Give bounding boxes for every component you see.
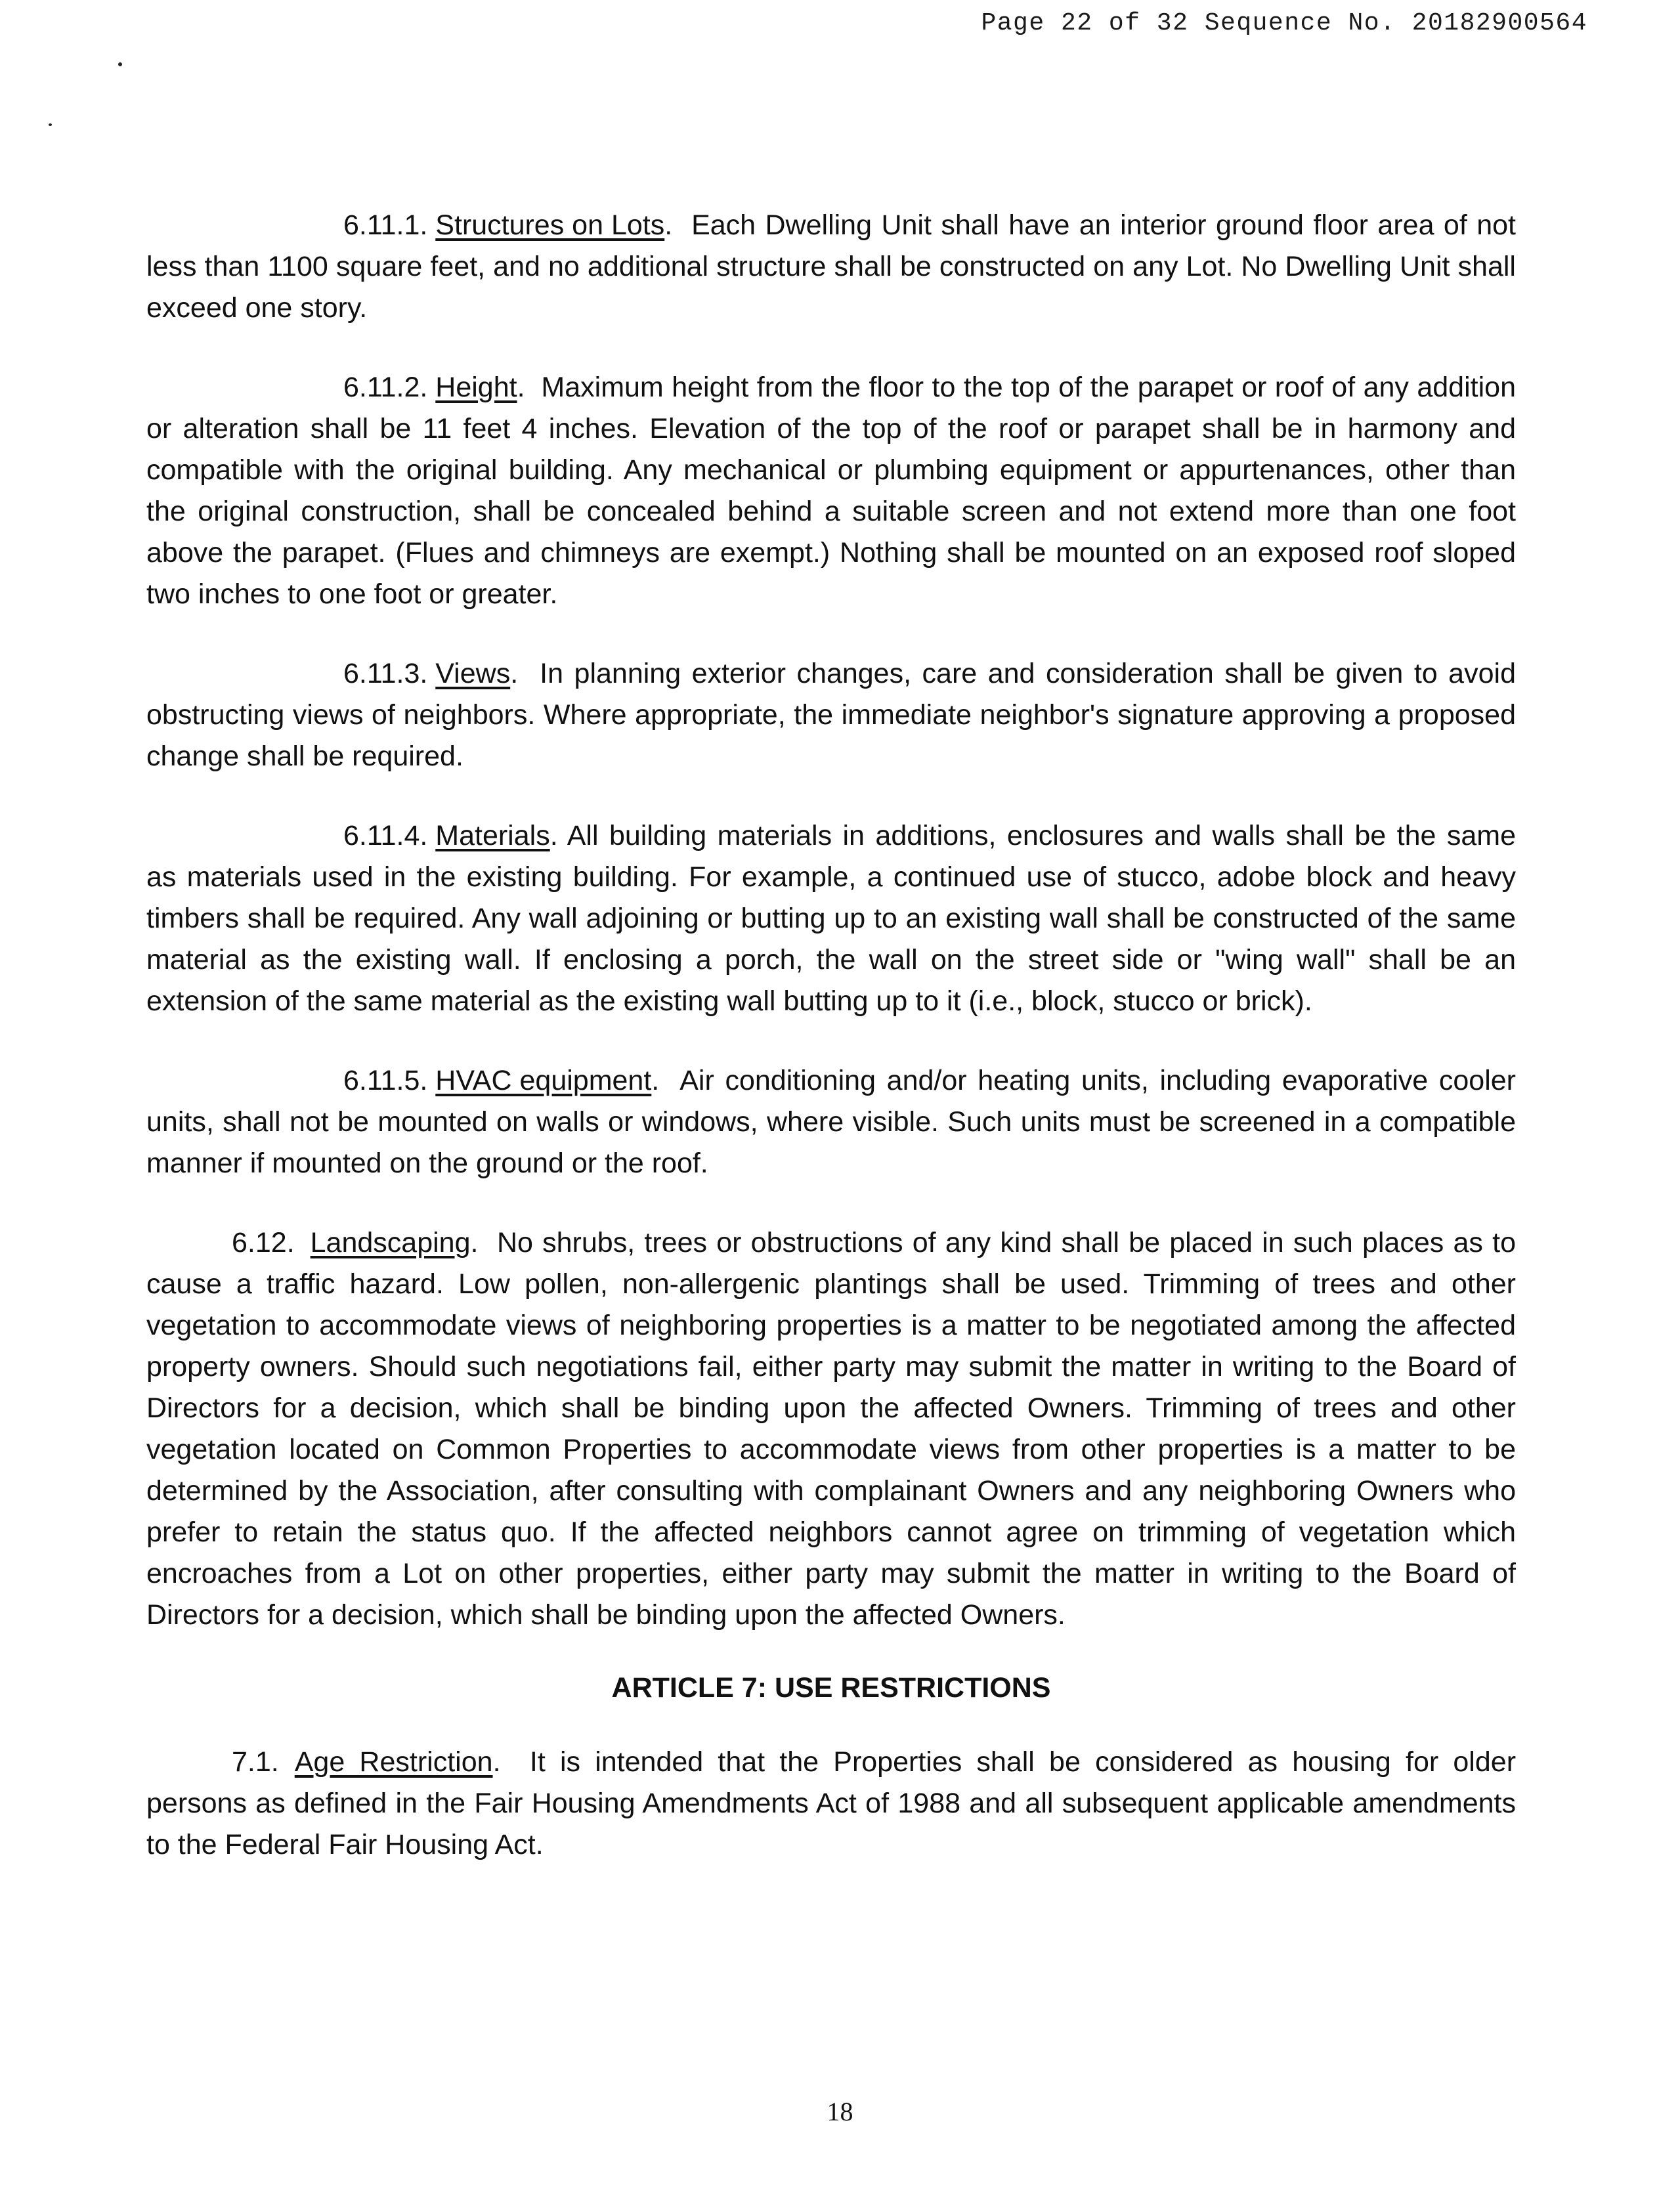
section-body: All building materials in additions, enclosures and walls shall be the same as materials used in the existing building. For example, a continued use of stucco, adobe block and heavy timbers shall be required. Any wall adjoining or butting up to an existing wall shall be constructed of the same material as the existing wall. If enclosing a porch, the wall on the street side or "wing wall" shall be an extension of the same material as the existing wall butting up to it (i.e., block, stucco or brick). bbox=[146, 820, 1516, 1017]
section-6-11-3: 6.11.3. Views. In planning exterior changes, care and consideration shall be given to avoid obstructing views of neighbors. Where appropriate, the immediate neighbor's signature approving a proposed change shall be required. bbox=[146, 658, 1516, 772]
section-6-11-2: 6.11.2. Height. Maximum height from the floor to the top of the parapet or roof of any addition or alteration shall be 11 feet 4 inches. Elevation of the top of the roof or parapet shall be in harmony and compatible with the original building. Any mechanical or plumbing equipment or appurtenances, other than the original construction, shall be concealed behind a suitable screen and not extend more than one foot above the parapet. (Flues and chimneys are exempt.) Nothing shall be mounted on an exposed roof sloped two inches to one foot or greater. bbox=[146, 372, 1516, 610]
section-body: Air conditioning and/or heating units, including evaporative cooler units, shall not be mounted on walls or windows, where visible. Such units must be screened in a compatible manner if mounted on the ground or the roof. bbox=[146, 1065, 1516, 1179]
section-number: 6.11.4. bbox=[343, 820, 428, 851]
page-number: 18 bbox=[827, 2097, 853, 2126]
section-number: 6.12. bbox=[232, 1227, 295, 1258]
section-title: Height bbox=[435, 372, 517, 403]
section-6-11-5: 6.11.5. HVAC equipment. Air conditioning and/or heating units, including evaporative cooler units, shall not be mounted on walls or windows, where visible. Such units must be screened in a compatible manner if mounted on the ground or the roof. bbox=[146, 1065, 1516, 1179]
section-title: Age Restriction bbox=[294, 1746, 493, 1778]
section-body: Maximum height from the floor to the top of the parapet or roof of any addition or alteration shall be 11 feet 4 inches. Elevation of the top of the roof or parapet shall be in harmony and compatible with the original building. Any mechanical or plumbing equipment or appurtenances, other than the original construction, shall be concealed behind a suitable screen and not extend more than one foot above the parapet. (Flues and chimneys are exempt.) Nothing shall be mounted on an exposed roof sloped two inches to one foot or greater. bbox=[146, 372, 1516, 610]
section-title: HVAC equipment bbox=[435, 1065, 652, 1096]
section-number: 6.11.2. bbox=[343, 372, 428, 403]
section-number: 7.1. bbox=[232, 1746, 279, 1778]
section-title: Materials bbox=[435, 820, 550, 851]
section-body: In planning exterior changes, care and consideration shall be given to avoid obstructing views of neighbors. Where appropriate, the immediate neighbor's signature approving a proposed change shall be required. bbox=[146, 658, 1516, 772]
section-body: It is intended that the Properties shall be considered as housing for older persons as defined in the Fair Housing Amendments Act of 1988 and all subsequent applicable amendments to the Federal Fair Housing Act. bbox=[146, 1746, 1517, 1860]
scan-speck bbox=[118, 62, 122, 66]
section-title: Views bbox=[435, 658, 511, 689]
section-title: Structures on Lots bbox=[435, 209, 665, 241]
document-body bbox=[146, 205, 1516, 1866]
section-title: Landscaping bbox=[310, 1227, 471, 1258]
section-number: 6.11.1. bbox=[343, 209, 428, 241]
section-body: Each Dwelling Unit shall have an interior ground floor area of not less than 1100 square feet, and no additional structure shall be constructed on any Lot. No Dwelling Unit shall exceed one story. bbox=[146, 209, 1516, 324]
section-body: No shrubs, trees or obstructions of any kind shall be placed in such places as to cause a traffic hazard. Low pollen, non-allergenic plantings shall be used. Trimming of trees and other vegetation to accommodate views of neighboring properties is a matter to be negotiated among the affected property owners. Should such negotiations fail, either party may submit the matter in writing to the Board of Directors for a decision, which shall be binding upon the affected Owners. Trimming of trees and other vegetation located on Common Properties to accommodate views from other properties is a matter to be determined by the Association, after consulting with complainant Owners and any neighboring Owners who prefer to retain the status quo. If the affected neighbors cannot agree on trimming of vegetation which encroaches from a Lot on other properties, either party may submit the matter in writing to the Board of Directors for a decision, which shall be binding upon the affected Owners. bbox=[146, 1227, 1517, 1631]
section-number: 6.11.3. bbox=[343, 658, 428, 689]
section-number: 6.11.5. bbox=[343, 1065, 428, 1096]
section-7-1: 7.1. Age Restriction. It is intended that the Properties shall be considered as housing for older persons as defined in the Fair Housing Amendments Act of 1988 and all subsequent applicable amendments to the Federal Fair Housing Act. bbox=[146, 1742, 1516, 1866]
section-6-12: 6.12. Landscaping. No shrubs, trees or obstructions of any kind shall be placed in such places as to cause a traffic hazard. Low pollen, non-allergenic plantings shall be used. Trimming of trees and other vegetation to accommodate views of neighboring properties is a matter to be negotiated among the affected property owners. Should such negotiations fail, either party may submit the matter in writing to the Board of Directors for a decision, which shall be binding upon the affected Owners. Trimming of trees and other vegetation located on Common Properties to accommodate views from other properties is a matter to be determined by the Association, after consulting with complainant Owners and any neighboring Owners who prefer to retain the status quo. If the affected neighbors cannot agree on trimming of vegetation which encroaches from a Lot on other properties, either party may submit the matter in writing to the Board of Directors for a decision, which shall be binding upon the affected Owners. bbox=[146, 1222, 1516, 1636]
page-header-sequence: Page 22 of 32 Sequence No. 20182900564 bbox=[981, 9, 1587, 37]
article-heading: ARTICLE 7: USE RESTRICTIONS bbox=[611, 1672, 1051, 1704]
section-6-11-4: 6.11.4. Materials. All building materials in additions, enclosures and walls shall be the same as materials used in the existing building. For example, a continued use of stucco, adobe block and heavy timbers shall be required. Any wall adjoining or butting up to an existing wall shall be constructed of the same material as the existing wall. If enclosing a porch, the wall on the street side or "wing wall" shall be an extension of the same material as the existing wall butting up to it (i.e., block, stucco or brick). bbox=[146, 820, 1516, 1017]
section-6-11-1: 6.11.1. Structures on Lots. Each Dwelling Unit shall have an interior ground floor area of not less than 1100 square feet, and no additional structure shall be constructed on any Lot. No Dwelling Unit shall exceed one story. bbox=[146, 209, 1516, 324]
scan-speck bbox=[49, 123, 52, 126]
